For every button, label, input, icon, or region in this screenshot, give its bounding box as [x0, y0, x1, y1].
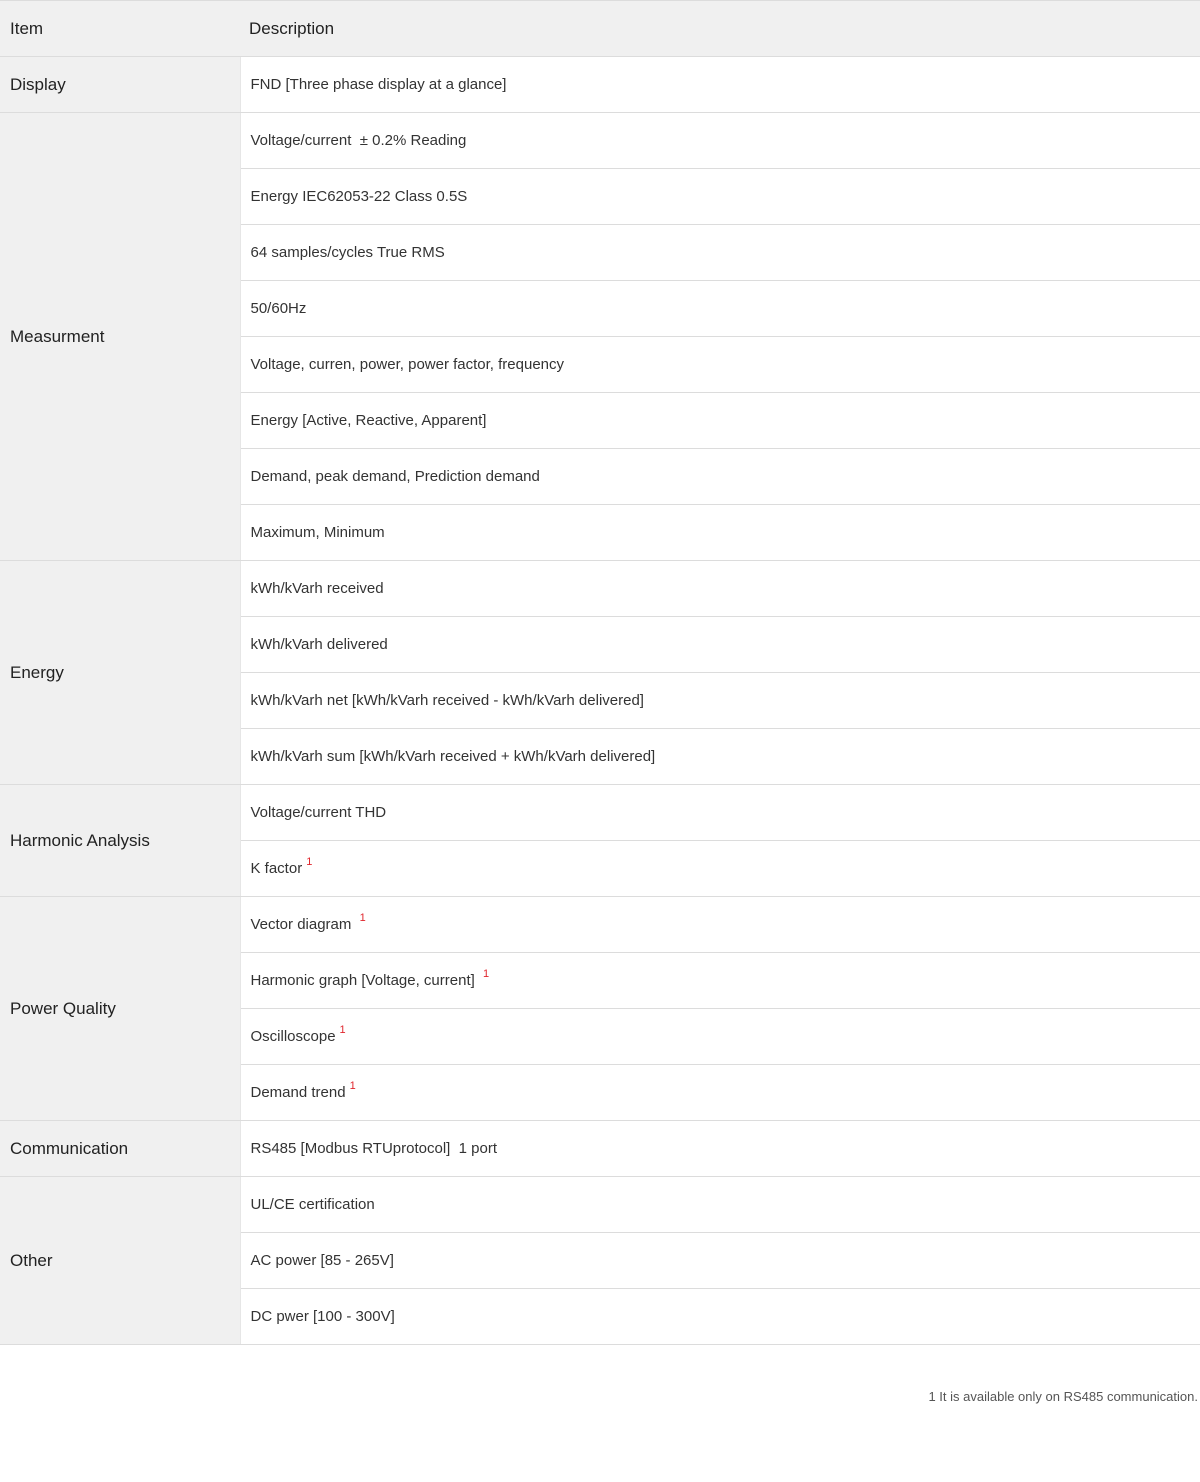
description-cell	[240, 673, 1200, 729]
description-text: kWh/kVarh sum [kWh/kVarh received + kWh/kVarh delivered]	[250, 748, 656, 765]
footnote: 1 It is available only on RS485 communication.	[928, 1389, 1198, 1404]
description-text: 64 samples/cycles True RMS	[250, 244, 445, 261]
description-text: Harmonic graph [Voltage, current]	[250, 972, 479, 989]
footnote-mark: 1	[306, 856, 313, 868]
spec-body	[0, 57, 1200, 1345]
description-cell	[240, 1121, 1200, 1177]
footnote-mark: 1	[349, 1080, 356, 1092]
description-cell	[240, 1233, 1200, 1289]
description-cell	[240, 225, 1200, 281]
description-cell	[240, 897, 1200, 953]
description-text: kWh/kVarh received	[250, 580, 384, 597]
description-text: Maximum, Minimum	[250, 524, 385, 541]
description-cell	[240, 785, 1200, 841]
description-cell	[240, 1065, 1200, 1121]
table-row	[0, 1177, 1200, 1233]
description-text: Demand, peak demand, Prediction demand	[250, 468, 540, 485]
description-text: DC pwer [100 - 300V]	[250, 1308, 395, 1325]
description-cell	[240, 169, 1200, 225]
description-cell	[240, 113, 1200, 169]
description-cell	[240, 841, 1200, 897]
footnote-mark: 1	[359, 912, 366, 924]
item-cell: Other	[0, 1177, 240, 1345]
item-cell: Energy	[0, 561, 240, 785]
header-description: Description	[240, 1, 1200, 57]
table-row	[0, 785, 1200, 841]
item-cell: Harmonic Analysis	[0, 785, 240, 897]
description-text: Demand trend	[250, 1084, 346, 1101]
description-cell	[240, 953, 1200, 1009]
description-cell	[240, 617, 1200, 673]
description-text: UL/CE certification	[250, 1196, 375, 1213]
description-text: Vector diagram	[250, 916, 356, 933]
description-cell	[240, 1009, 1200, 1065]
item-cell: Display	[0, 57, 240, 113]
description-cell	[240, 1177, 1200, 1233]
description-text: RS485 [Modbus RTUprotocol] 1 port	[250, 1140, 498, 1157]
item-cell: Measurment	[0, 113, 240, 561]
table-row	[0, 1121, 1200, 1177]
description-cell	[240, 393, 1200, 449]
description-cell	[240, 505, 1200, 561]
description-cell	[240, 729, 1200, 785]
item-cell: Communication	[0, 1121, 240, 1177]
description-text: Voltage/current THD	[250, 804, 387, 821]
table-header-row	[0, 1, 1200, 57]
description-cell	[240, 449, 1200, 505]
footnote-mark: 1	[482, 968, 490, 980]
table-row	[0, 561, 1200, 617]
description-text: 50/60Hz	[250, 300, 307, 317]
description-cell	[240, 337, 1200, 393]
description-cell	[240, 57, 1200, 113]
description-text: K factor	[250, 860, 303, 877]
description-text: FND [Three phase display at a glance]	[250, 76, 507, 93]
description-cell	[240, 561, 1200, 617]
description-text: Energy IEC62053-22 Class 0.5S	[250, 188, 468, 205]
description-text: kWh/kVarh delivered	[250, 636, 388, 653]
description-cell	[240, 281, 1200, 337]
description-text: Voltage/current ± 0.2% Reading	[250, 132, 467, 149]
description-text: Energy [Active, Reactive, Apparent]	[250, 412, 487, 429]
header-item: Item	[0, 1, 240, 57]
description-text: kWh/kVarh net [kWh/kVarh received - kWh/kVarh delivered]	[250, 692, 644, 709]
description-text: AC power [85 - 265V]	[250, 1252, 394, 1269]
description-cell	[240, 1289, 1200, 1345]
table-row	[0, 113, 1200, 169]
table-row	[0, 57, 1200, 113]
description-text: Voltage, curren, power, power factor, frequency	[250, 356, 565, 373]
item-cell: Power Quality	[0, 897, 240, 1121]
description-text: Oscilloscope	[250, 1028, 336, 1045]
footnote-mark: 1	[339, 1024, 346, 1036]
table-row	[0, 897, 1200, 953]
